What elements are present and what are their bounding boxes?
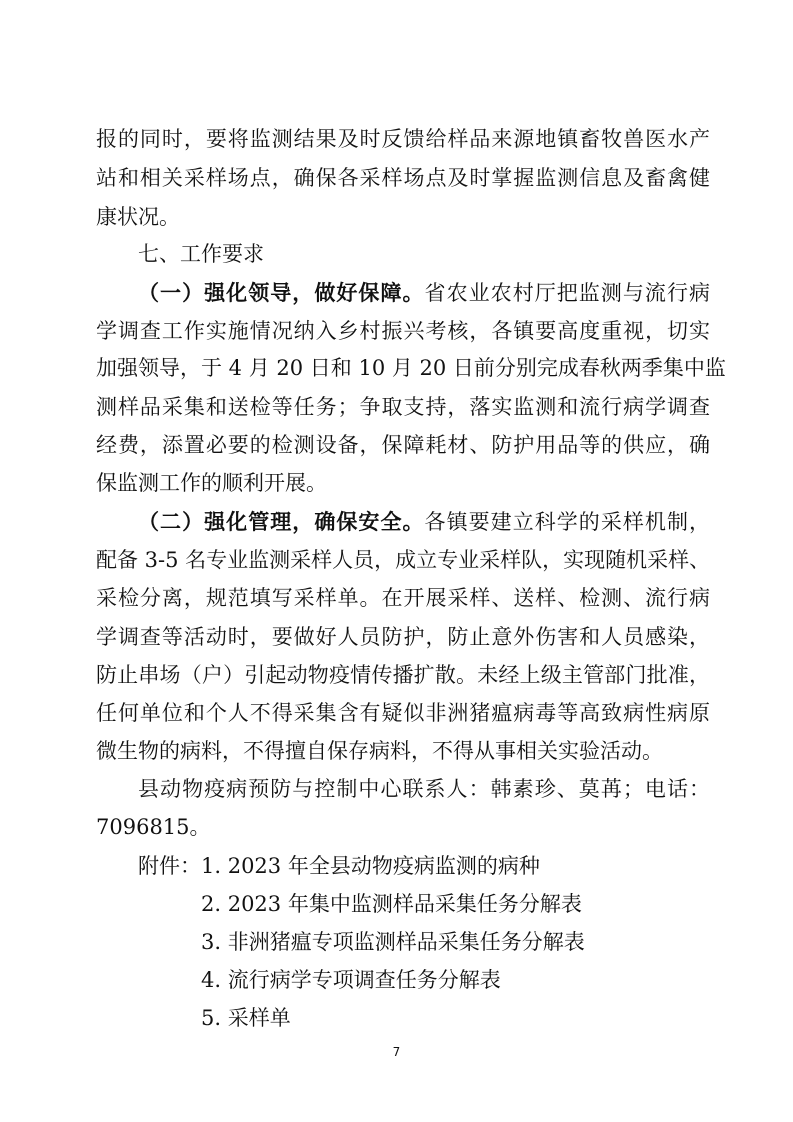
paragraph-1-first-line [138, 275, 710, 311]
text-line: 学调查工作实施情况纳入乡村振兴考核，各镇要高度重视，切实 [96, 319, 710, 343]
attachment-item: 2. 2023 年集中监测样品采集任务分解表 [201, 892, 582, 916]
text-line: 测样品采集和送检等任务；争取支持，落实监测和流行病学调查 [96, 395, 710, 419]
attachment-item: 3. 非洲猪瘟专项监测样品采集任务分解表 [201, 930, 585, 954]
page-number: 7 [392, 1045, 401, 1059]
text-line: 站和相关采样场点，确保各采样场点及时掌握监测信息及畜禽健 [96, 166, 710, 190]
text-line: 学调查等活动时，要做好人员防护，防止意外伤害和人员感染， [96, 625, 710, 649]
attachment-item: 5. 采样单 [201, 1006, 291, 1030]
contact-phone: 7096815。 [96, 815, 211, 839]
text-line: 任何单位和个人不得采集含有疑似非洲猪瘟病毒等高致病性病原 [96, 701, 710, 725]
text-line: 加强领导，于 4 月 20 日和 10 月 20 日前分别完成春秋两季集中监 [96, 356, 726, 380]
text-line: 配备 3-5 名专业监测采样人员，成立专业采样队，实现随机采样、 [96, 548, 711, 572]
paragraph-1-lead: （一）强化领导，做好保障。 [138, 280, 425, 305]
text-line: 康状况。 [96, 205, 180, 229]
text-line: 经费，添置必要的检测设备，保障耗材、防护用品等的供应，确 [96, 433, 710, 457]
attachment-item: 4. 流行病学专项调查任务分解表 [201, 968, 501, 992]
text-line: 保监测工作的顺利开展。 [96, 471, 327, 495]
paragraph-2-first-line [138, 504, 710, 540]
text-line: 采检分离，规范填写采样单。在开展采样、送样、检测、流行病 [96, 586, 710, 610]
paragraph-1-first-rest: 省农业农村厅把监测与流行病 [424, 281, 711, 305]
attachment-item: 1. 2023 年全县动物疫病监测的病种 [201, 854, 540, 878]
text-line: 防止串场（户）引起动物疫情传播扩散。未经上级主管部门批准， [96, 663, 710, 687]
text-line: 报的同时，要将监测结果及时反馈给样品来源地镇畜牧兽医水产 [96, 127, 710, 151]
contact-line: 县动物疫病预防与控制中心联系人：韩素珍、莫苒；电话： [138, 777, 710, 801]
section-heading: 七、工作要求 [138, 242, 264, 266]
paragraph-2-first-rest: 各镇要建立科学的采样机制， [424, 510, 711, 534]
paragraph-2-lead: （二）强化管理，确保安全。 [138, 509, 425, 534]
attachments-label: 附件： [138, 854, 201, 878]
text-line: 微生物的病料，不得擅自保存病料，不得从事相关实验活动。 [96, 739, 663, 763]
